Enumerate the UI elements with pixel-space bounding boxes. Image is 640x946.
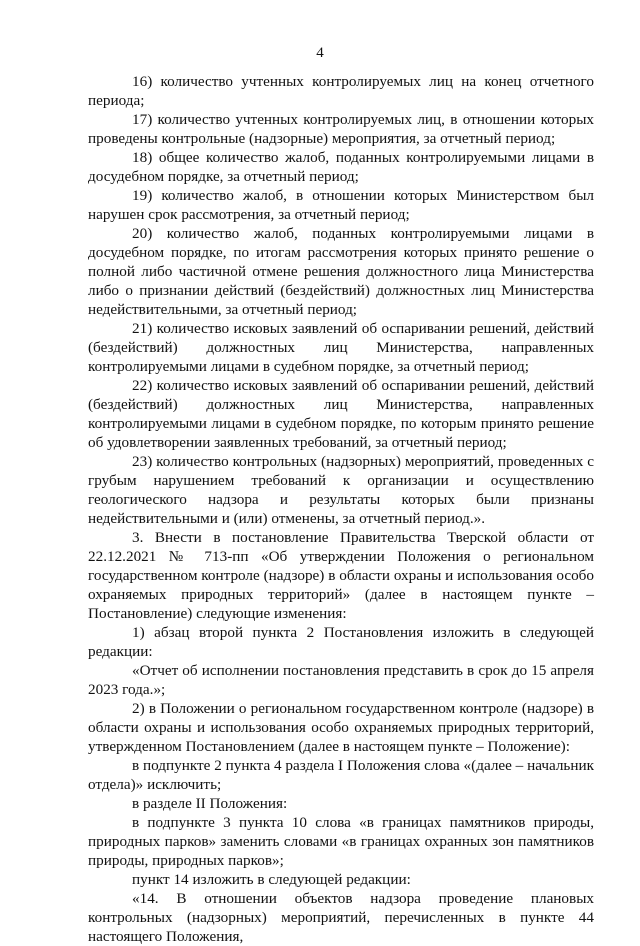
paragraph-quote-14: «14. В отношении объектов надзора проведение плановых контрольных (надзорных) мероприятий, перечисленных в пункте 44 настоящего Положения, (88, 890, 594, 945)
paragraph-item-1: 1) абзац второй пункта 2 Постановления изложить в следующей редакции: (88, 624, 594, 660)
paragraph-quote-report: «Отчет об исполнении постановления представить в срок до 15 апреля 2023 года.»; (88, 662, 594, 698)
paragraph-22: 22) количество исковых заявлений об оспаривании решений, действий (бездействий) должностных лиц Министерства, направленных контролируемыми лицами в судебном порядке, по которым принято решение об удовлетворении заявленных требований, за отчетный период; (88, 377, 594, 451)
paragraph-19: 19) количество жалоб, в отношении которых Министерством был нарушен срок рассмотрения, за отчетный период; (88, 187, 594, 223)
paragraph-17: 17) количество учтенных контролируемых лиц, в отношении которых проведены контрольные (надзорные) мероприятия, за отчетный период; (88, 111, 594, 147)
paragraph-point-14: пункт 14 изложить в следующей редакции: (132, 871, 411, 888)
paragraph-section-ii: в разделе II Положения: (132, 795, 288, 812)
paragraph-item-2: 2) в Положении о региональном государственном контроле (надзоре) в области охраны и использования особо охраняемых природных территорий, утвержденном Постановлением (далее в настоящем пункте – Положение): (88, 700, 594, 755)
paragraph-subpoint-3: в подпункте 3 пункта 10 слова «в границах памятников природы, природных парков» заменить словами «в границах охранных зон памятников природы, природных парков»; (88, 814, 594, 869)
paragraph-16: 16) количество учтенных контролируемых лиц на конец отчетного периода; (88, 73, 594, 109)
paragraph-section-3: 3. Внести в постановление Правительства Тверской области от 22.12.2021 № 713-пп «Об утверждении Положения о региональном государственном контроле (надзоре) в области охраны и использования особо охраняемых природных территорий» (далее в настоящем пункте – Постановление) следующие изменения: (88, 529, 594, 622)
document-body (88, 72, 594, 946)
paragraph-subpoint-2: в подпункте 2 пункта 4 раздела I Положения слова «(далее – начальник отдела)» исключить; (88, 757, 594, 793)
paragraph-21: 21) количество исковых заявлений об оспаривании решений, действий (бездействий) должностных лиц Министерства, направленных контролируемыми лицами в судебном порядке, за отчетный период; (88, 320, 594, 375)
page-number: 4 (316, 45, 324, 61)
paragraph-23: 23) количество контрольных (надзорных) мероприятий, проведенных с грубым нарушением требований к организации и осуществлению геологического надзора и результаты которых были признаны недействительными и (или) отменены, за отчетный период.». (88, 453, 594, 527)
paragraph-18: 18) общее количество жалоб, поданных контролируемыми лицами в досудебном порядке, за отчетный период; (88, 149, 594, 185)
paragraph-20: 20) количество жалоб, поданных контролируемыми лицами в досудебном порядке, по итогам рассмотрения которых принято решение о полной либо частичной отмене решения должностного лица Министерства либо о признании действий (бездействий) должностных лиц Министерства недействительными, за отчетный период; (88, 225, 594, 318)
